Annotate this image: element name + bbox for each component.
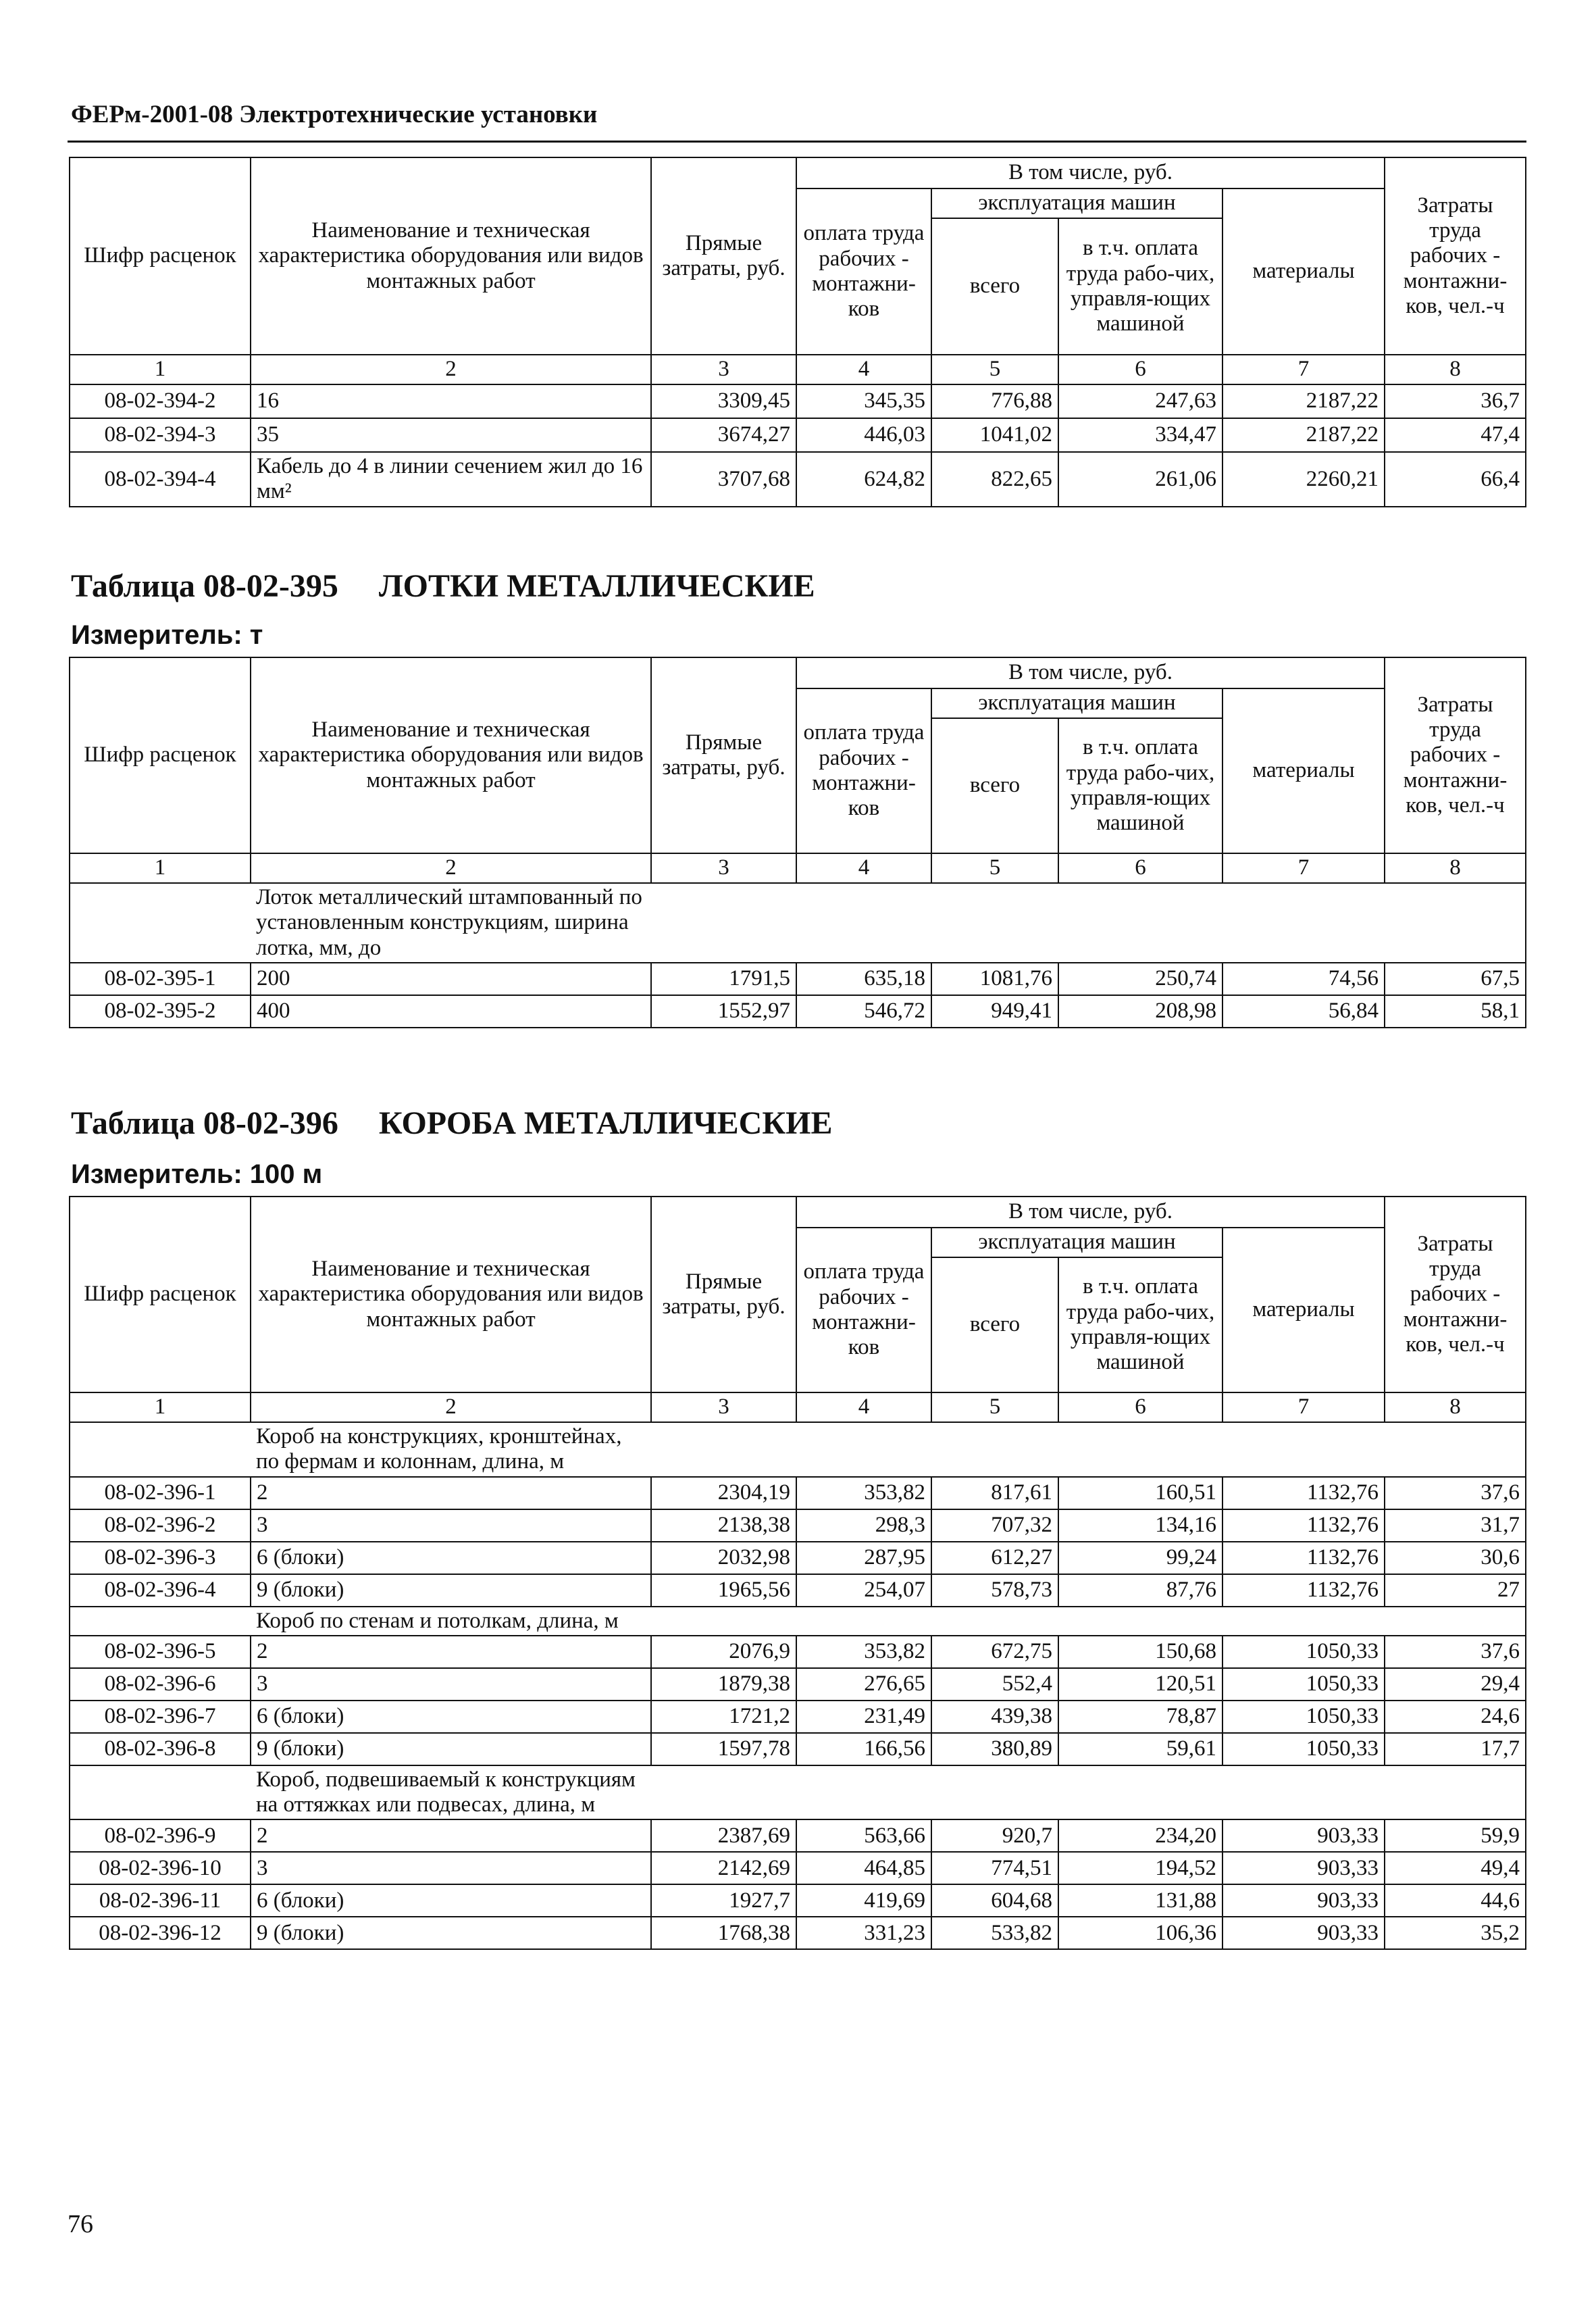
section-header-row (70, 1422, 1526, 1477)
rate-name: 3 (251, 1668, 651, 1701)
rates-table (69, 657, 1526, 1028)
table-name: КОРОБА МЕТАЛЛИЧЕСКИЕ (378, 1105, 833, 1141)
rate-code: 08-02-396-7 (70, 1701, 251, 1733)
machine-wage-cost: 250,74 (1058, 963, 1222, 995)
col-num: 6 (1058, 853, 1222, 883)
col-direct-header: Прямые затраты, руб. (651, 1197, 796, 1392)
table-body (70, 963, 1526, 1028)
machine-cost: 1081,76 (931, 963, 1058, 995)
table-row (70, 1852, 1526, 1884)
rate-name: 6 (блоки) (251, 1701, 651, 1733)
machine-wage-cost: 106,36 (1058, 1917, 1222, 1949)
materials-cost: 903,33 (1222, 1917, 1385, 1949)
col-num: 6 (1058, 1392, 1222, 1422)
direct-cost: 1927,7 (651, 1884, 796, 1917)
col-direct-header: Прямые затраты, руб. (651, 157, 796, 355)
direct-cost: 3309,45 (651, 384, 796, 418)
machine-cost: 707,32 (931, 1509, 1058, 1542)
rate-name: 200 (251, 963, 651, 995)
materials-cost: 1050,33 (1222, 1733, 1385, 1765)
machine-wage-cost: 160,51 (1058, 1477, 1222, 1509)
labor-hours: 49,4 (1385, 1852, 1526, 1884)
labor-hours: 47,4 (1385, 418, 1526, 452)
direct-cost: 1791,5 (651, 963, 796, 995)
col-name-header: Наименование и техническая характеристика оборудования или видов монтажных работ (251, 157, 651, 355)
machine-wage-cost: 99,24 (1058, 1542, 1222, 1574)
table-row (70, 1917, 1526, 1949)
col-code-header: Шифр расценок (70, 1197, 251, 1392)
table-row (70, 1733, 1526, 1765)
rate-code: 08-02-396-9 (70, 1819, 251, 1852)
direct-cost: 2076,9 (651, 1636, 796, 1668)
machine-wage-cost: 150,68 (1058, 1636, 1222, 1668)
measure-unit-395: Измеритель: т (71, 620, 263, 650)
table-row (70, 963, 1526, 995)
direct-cost: 1721,2 (651, 1701, 796, 1733)
materials-cost: 2187,22 (1222, 384, 1385, 418)
machine-wage-cost: 334,47 (1058, 418, 1222, 452)
rate-name: 9 (блоки) (251, 1574, 651, 1607)
table-row (70, 1701, 1526, 1733)
materials-cost: 2260,21 (1222, 452, 1385, 507)
wage-cost: 446,03 (796, 418, 931, 452)
labor-hours: 59,9 (1385, 1819, 1526, 1852)
machine-cost: 578,73 (931, 1574, 1058, 1607)
section-header-row (70, 883, 1526, 963)
table-row (70, 1668, 1526, 1701)
table-body (70, 384, 1526, 507)
machine-cost: 533,82 (931, 1917, 1058, 1949)
rate-name: 3 (251, 1852, 651, 1884)
labor-hours: 58,1 (1385, 995, 1526, 1028)
table-title-395 (71, 568, 815, 605)
wage-cost: 419,69 (796, 1884, 931, 1917)
col-incl-header: В том числе, руб. (796, 1197, 1385, 1228)
column-numbers-row (70, 1392, 1526, 1422)
machine-cost: 612,27 (931, 1542, 1058, 1574)
section-title: Лоток металлический штампованный по установленным конструкциям, ширина лотка, мм, до (256, 885, 642, 960)
col-labor-header: Затраты труда рабочих - монтажни-ков, чел.-ч (1385, 657, 1526, 853)
table-row (70, 1884, 1526, 1917)
machine-wage-cost: 59,61 (1058, 1733, 1222, 1765)
machine-cost: 920,7 (931, 1819, 1058, 1852)
col-num: 6 (1058, 355, 1222, 384)
col-name-header: Наименование и техническая характеристика оборудования или видов монтажных работ (251, 1197, 651, 1392)
table-08-02-394-continuation (69, 157, 1525, 507)
direct-cost: 2142,69 (651, 1852, 796, 1884)
materials-cost: 903,33 (1222, 1852, 1385, 1884)
materials-cost: 1050,33 (1222, 1701, 1385, 1733)
col-num: 1 (70, 355, 251, 384)
section-title: Короб на конструкциях, кронштейнах, по фермам и колоннам, длина, м (256, 1424, 622, 1474)
labor-hours: 36,7 (1385, 384, 1526, 418)
machine-cost: 439,38 (931, 1701, 1058, 1733)
col-labor-header: Затраты труда рабочих - монтажни-ков, чел.-ч (1385, 1197, 1526, 1392)
col-num: 4 (796, 853, 931, 883)
labor-hours: 37,6 (1385, 1477, 1526, 1509)
table-row (70, 418, 1526, 452)
direct-cost: 2138,38 (651, 1509, 796, 1542)
rate-name: 400 (251, 995, 651, 1028)
rate-code: 08-02-395-2 (70, 995, 251, 1028)
col-wage-header: оплата труда рабочих - монтажни-ков (796, 688, 931, 853)
machine-cost: 817,61 (931, 1477, 1058, 1509)
materials-cost: 1050,33 (1222, 1636, 1385, 1668)
col-wage-header: оплата труда рабочих - монтажни-ков (796, 188, 931, 355)
wage-cost: 287,95 (796, 1542, 931, 1574)
col-mach-header: эксплуатация машин (931, 1228, 1222, 1257)
direct-cost: 3707,68 (651, 452, 796, 507)
table-head (70, 157, 1526, 384)
table-name: ЛОТКИ МЕТАЛЛИЧЕСКИЕ (378, 568, 815, 604)
table-row (70, 995, 1526, 1028)
rate-name: 35 (251, 418, 651, 452)
rate-name: 3 (251, 1509, 651, 1542)
col-num: 7 (1222, 1392, 1385, 1422)
table-title-396 (71, 1105, 832, 1142)
labor-hours: 17,7 (1385, 1733, 1526, 1765)
col-code-header: Шифр расценок (70, 157, 251, 355)
col-num: 7 (1222, 853, 1385, 883)
machine-wage-cost: 261,06 (1058, 452, 1222, 507)
rate-code: 08-02-396-8 (70, 1733, 251, 1765)
rate-code: 08-02-396-4 (70, 1574, 251, 1607)
running-header: ФЕРм-2001-08 Электротехнические установки (71, 101, 598, 128)
col-num: 2 (251, 853, 651, 883)
table-row (70, 452, 1526, 507)
col-num: 2 (251, 1392, 651, 1422)
rate-code: 08-02-396-2 (70, 1509, 251, 1542)
wage-cost: 353,82 (796, 1477, 931, 1509)
col-num: 7 (1222, 355, 1385, 384)
col-labor-header: Затраты труда рабочих - монтажни-ков, чел.-ч (1385, 157, 1526, 355)
wage-cost: 624,82 (796, 452, 931, 507)
col-num: 4 (796, 355, 931, 384)
direct-cost: 1552,97 (651, 995, 796, 1028)
labor-hours: 29,4 (1385, 1668, 1526, 1701)
wage-cost: 231,49 (796, 1701, 931, 1733)
direct-cost: 3674,27 (651, 418, 796, 452)
materials-cost: 1050,33 (1222, 1668, 1385, 1701)
col-wage-header: оплата труда рабочих - монтажни-ков (796, 1228, 931, 1392)
col-num: 3 (651, 355, 796, 384)
col-num: 5 (931, 853, 1058, 883)
direct-cost: 1879,38 (651, 1668, 796, 1701)
col-num: 4 (796, 1392, 931, 1422)
rate-code: 08-02-396-5 (70, 1636, 251, 1668)
direct-cost: 1965,56 (651, 1574, 796, 1607)
machine-wage-cost: 78,87 (1058, 1701, 1222, 1733)
wage-cost: 464,85 (796, 1852, 931, 1884)
rate-name: 6 (блоки) (251, 1884, 651, 1917)
direct-cost: 1768,38 (651, 1917, 796, 1949)
materials-cost: 56,84 (1222, 995, 1385, 1028)
rate-code: 08-02-394-4 (70, 452, 251, 507)
header-rule (68, 141, 1526, 143)
col-mach-total-header: всего (931, 218, 1058, 355)
machine-cost: 672,75 (931, 1636, 1058, 1668)
measure-unit-396: Измеритель: 100 м (71, 1159, 323, 1189)
col-materials-header: материалы (1222, 1228, 1385, 1392)
table-08-02-396 (69, 1196, 1525, 1950)
rate-code: 08-02-396-3 (70, 1542, 251, 1574)
col-mach-header: эксплуатация машин (931, 688, 1222, 718)
materials-cost: 74,56 (1222, 963, 1385, 995)
table-08-02-395 (69, 657, 1525, 1028)
wage-cost: 353,82 (796, 1636, 931, 1668)
table-row (70, 1509, 1526, 1542)
table-head (70, 657, 1526, 883)
machine-cost: 552,4 (931, 1668, 1058, 1701)
col-mach-total-header: всего (931, 718, 1058, 853)
section-title: Короб, подвешиваемый к конструкциям на оттяжках или подвесах, длина, м (256, 1767, 636, 1817)
col-direct-header: Прямые затраты, руб. (651, 657, 796, 853)
machine-wage-cost: 87,76 (1058, 1574, 1222, 1607)
machine-cost: 822,65 (931, 452, 1058, 507)
rate-name: 9 (блоки) (251, 1917, 651, 1949)
materials-cost: 1132,76 (1222, 1574, 1385, 1607)
col-mach-total-header: всего (931, 1257, 1058, 1392)
labor-hours: 44,6 (1385, 1884, 1526, 1917)
materials-cost: 1132,76 (1222, 1477, 1385, 1509)
wage-cost: 166,56 (796, 1733, 931, 1765)
table-body (70, 883, 1526, 963)
table-row (70, 1477, 1526, 1509)
labor-hours: 27 (1385, 1574, 1526, 1607)
rate-name: 2 (251, 1819, 651, 1852)
direct-cost: 2387,69 (651, 1819, 796, 1852)
wage-cost: 546,72 (796, 995, 931, 1028)
direct-cost: 2032,98 (651, 1542, 796, 1574)
machine-wage-cost: 131,88 (1058, 1884, 1222, 1917)
rate-name: 9 (блоки) (251, 1733, 651, 1765)
col-materials-header: материалы (1222, 688, 1385, 853)
rate-name: Кабель до 4 в линии сечением жил до 16 мм² (251, 452, 651, 507)
table-row (70, 1819, 1526, 1852)
machine-cost: 776,88 (931, 384, 1058, 418)
machine-wage-cost: 208,98 (1058, 995, 1222, 1028)
col-incl-header: В том числе, руб. (796, 157, 1385, 188)
labor-hours: 24,6 (1385, 1701, 1526, 1733)
col-materials-header: материалы (1222, 188, 1385, 355)
materials-cost: 1132,76 (1222, 1509, 1385, 1542)
col-incl-header: В том числе, руб. (796, 657, 1385, 688)
machine-cost: 1041,02 (931, 418, 1058, 452)
materials-cost: 903,33 (1222, 1819, 1385, 1852)
rate-code: 08-02-396-1 (70, 1477, 251, 1509)
col-num: 5 (931, 355, 1058, 384)
col-code-header: Шифр расценок (70, 657, 251, 853)
col-num: 8 (1385, 355, 1526, 384)
rates-table (69, 157, 1526, 507)
rate-code: 08-02-396-10 (70, 1852, 251, 1884)
col-mach-wage-header: в т.ч. оплата труда рабо-чих, управля-ющих машиной (1058, 1257, 1222, 1392)
rate-name: 2 (251, 1477, 651, 1509)
rate-name: 16 (251, 384, 651, 418)
direct-cost: 2304,19 (651, 1477, 796, 1509)
column-numbers-row (70, 355, 1526, 384)
machine-cost: 774,51 (931, 1852, 1058, 1884)
labor-hours: 66,4 (1385, 452, 1526, 507)
table-row (70, 1542, 1526, 1574)
table-row (70, 384, 1526, 418)
rates-table (69, 1196, 1526, 1950)
direct-cost: 1597,78 (651, 1733, 796, 1765)
labor-hours: 37,6 (1385, 1636, 1526, 1668)
col-num: 1 (70, 1392, 251, 1422)
rate-name: 2 (251, 1636, 651, 1668)
col-mach-wage-header: в т.ч. оплата труда рабо-чих, управля-ющих машиной (1058, 218, 1222, 355)
rate-code: 08-02-395-1 (70, 963, 251, 995)
wage-cost: 276,65 (796, 1668, 931, 1701)
machine-cost: 380,89 (931, 1733, 1058, 1765)
table-row (70, 1574, 1526, 1607)
materials-cost: 1132,76 (1222, 1542, 1385, 1574)
page-number: 76 (68, 2210, 93, 2238)
machine-wage-cost: 194,52 (1058, 1852, 1222, 1884)
materials-cost: 903,33 (1222, 1884, 1385, 1917)
column-numbers-row (70, 853, 1526, 883)
col-mach-wage-header: в т.ч. оплата труда рабо-чих, управля-ющих машиной (1058, 718, 1222, 853)
rate-code: 08-02-396-11 (70, 1884, 251, 1917)
labor-hours: 31,7 (1385, 1509, 1526, 1542)
rate-name: 6 (блоки) (251, 1542, 651, 1574)
wage-cost: 298,3 (796, 1509, 931, 1542)
table-row (70, 1636, 1526, 1668)
machine-wage-cost: 247,63 (1058, 384, 1222, 418)
col-num: 3 (651, 1392, 796, 1422)
rate-code: 08-02-396-12 (70, 1917, 251, 1949)
section-title: Короб по стенам и потолкам, длина, м (256, 1608, 619, 1633)
col-num: 1 (70, 853, 251, 883)
machine-cost: 949,41 (931, 995, 1058, 1028)
col-mach-header: эксплуатация машин (931, 188, 1222, 218)
wage-cost: 254,07 (796, 1574, 931, 1607)
col-num: 3 (651, 853, 796, 883)
table-number: Таблица 08-02-396 (71, 1105, 338, 1141)
labor-hours: 30,6 (1385, 1542, 1526, 1574)
machine-wage-cost: 120,51 (1058, 1668, 1222, 1701)
wage-cost: 331,23 (796, 1917, 931, 1949)
rate-code: 08-02-396-6 (70, 1668, 251, 1701)
section-header-row (70, 1765, 1526, 1820)
col-num: 8 (1385, 853, 1526, 883)
col-name-header: Наименование и техническая характеристика оборудования или видов монтажных работ (251, 657, 651, 853)
section-header-row (70, 1607, 1526, 1636)
col-num: 5 (931, 1392, 1058, 1422)
wage-cost: 345,35 (796, 384, 931, 418)
machine-cost: 604,68 (931, 1884, 1058, 1917)
labor-hours: 67,5 (1385, 963, 1526, 995)
materials-cost: 2187,22 (1222, 418, 1385, 452)
col-num: 8 (1385, 1392, 1526, 1422)
rate-code: 08-02-394-2 (70, 384, 251, 418)
labor-hours: 35,2 (1385, 1917, 1526, 1949)
table-body (70, 1422, 1526, 1949)
wage-cost: 563,66 (796, 1819, 931, 1852)
table-head (70, 1197, 1526, 1422)
machine-wage-cost: 134,16 (1058, 1509, 1222, 1542)
table-number: Таблица 08-02-395 (71, 568, 338, 604)
rate-code: 08-02-394-3 (70, 418, 251, 452)
machine-wage-cost: 234,20 (1058, 1819, 1222, 1852)
wage-cost: 635,18 (796, 963, 931, 995)
col-num: 2 (251, 355, 651, 384)
